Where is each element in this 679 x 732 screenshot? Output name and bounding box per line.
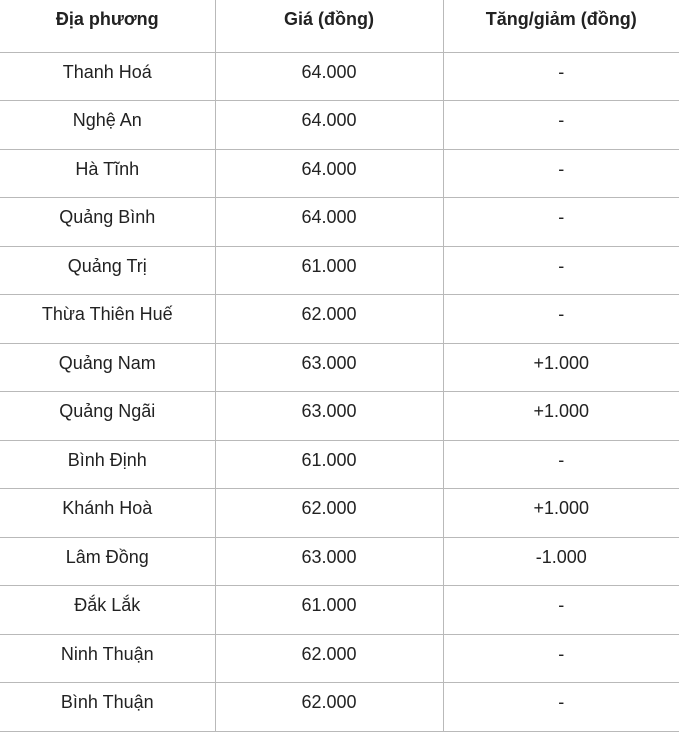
cell-change: -: [443, 683, 679, 732]
header-change: Tăng/giảm (đồng): [443, 0, 679, 52]
table-row: [0, 101, 679, 150]
cell-region: Bình Định: [0, 440, 215, 489]
table-row: [0, 392, 679, 441]
cell-price: 64.000: [215, 198, 443, 247]
cell-price: 61.000: [215, 440, 443, 489]
cell-region: Hà Tĩnh: [0, 149, 215, 198]
cell-price: 62.000: [215, 489, 443, 538]
table-row: [0, 683, 679, 732]
cell-change: -1.000: [443, 537, 679, 586]
cell-change: -: [443, 634, 679, 683]
table-row: [0, 198, 679, 247]
cell-change: -: [443, 52, 679, 101]
cell-region: Ninh Thuận: [0, 634, 215, 683]
cell-price: 63.000: [215, 343, 443, 392]
table-row: [0, 489, 679, 538]
cell-change: +1.000: [443, 489, 679, 538]
cell-change: -: [443, 149, 679, 198]
cell-change: -: [443, 295, 679, 344]
cell-region: Thừa Thiên Huế: [0, 295, 215, 344]
table-header-row: [0, 0, 679, 52]
cell-region: Lâm Đồng: [0, 537, 215, 586]
cell-region: Thanh Hoá: [0, 52, 215, 101]
cell-price: 63.000: [215, 537, 443, 586]
table-row: [0, 295, 679, 344]
cell-price: 63.000: [215, 392, 443, 441]
table-row: [0, 537, 679, 586]
cell-price: 62.000: [215, 295, 443, 344]
cell-change: -: [443, 246, 679, 295]
cell-price: 64.000: [215, 52, 443, 101]
table-row: [0, 52, 679, 101]
cell-change: -: [443, 440, 679, 489]
cell-region: Đắk Lắk: [0, 586, 215, 635]
cell-region: Quảng Bình: [0, 198, 215, 247]
cell-price: 64.000: [215, 149, 443, 198]
table-row: [0, 343, 679, 392]
table-row: [0, 149, 679, 198]
table-row: [0, 440, 679, 489]
cell-change: -: [443, 101, 679, 150]
cell-region: Quảng Nam: [0, 343, 215, 392]
cell-region: Khánh Hoà: [0, 489, 215, 538]
header-region: Địa phương: [0, 0, 215, 52]
cell-change: -: [443, 586, 679, 635]
cell-price: 64.000: [215, 101, 443, 150]
cell-price: 62.000: [215, 634, 443, 683]
table-row: [0, 634, 679, 683]
cell-region: Quảng Ngãi: [0, 392, 215, 441]
cell-region: Nghệ An: [0, 101, 215, 150]
table-row: [0, 246, 679, 295]
cell-change: -: [443, 198, 679, 247]
cell-price: 61.000: [215, 586, 443, 635]
cell-change: +1.000: [443, 392, 679, 441]
header-price: Giá (đồng): [215, 0, 443, 52]
cell-price: 62.000: [215, 683, 443, 732]
table-row: [0, 586, 679, 635]
cell-change: +1.000: [443, 343, 679, 392]
table-body: [0, 52, 679, 731]
cell-region: Bình Thuận: [0, 683, 215, 732]
cell-price: 61.000: [215, 246, 443, 295]
cell-region: Quảng Trị: [0, 246, 215, 295]
